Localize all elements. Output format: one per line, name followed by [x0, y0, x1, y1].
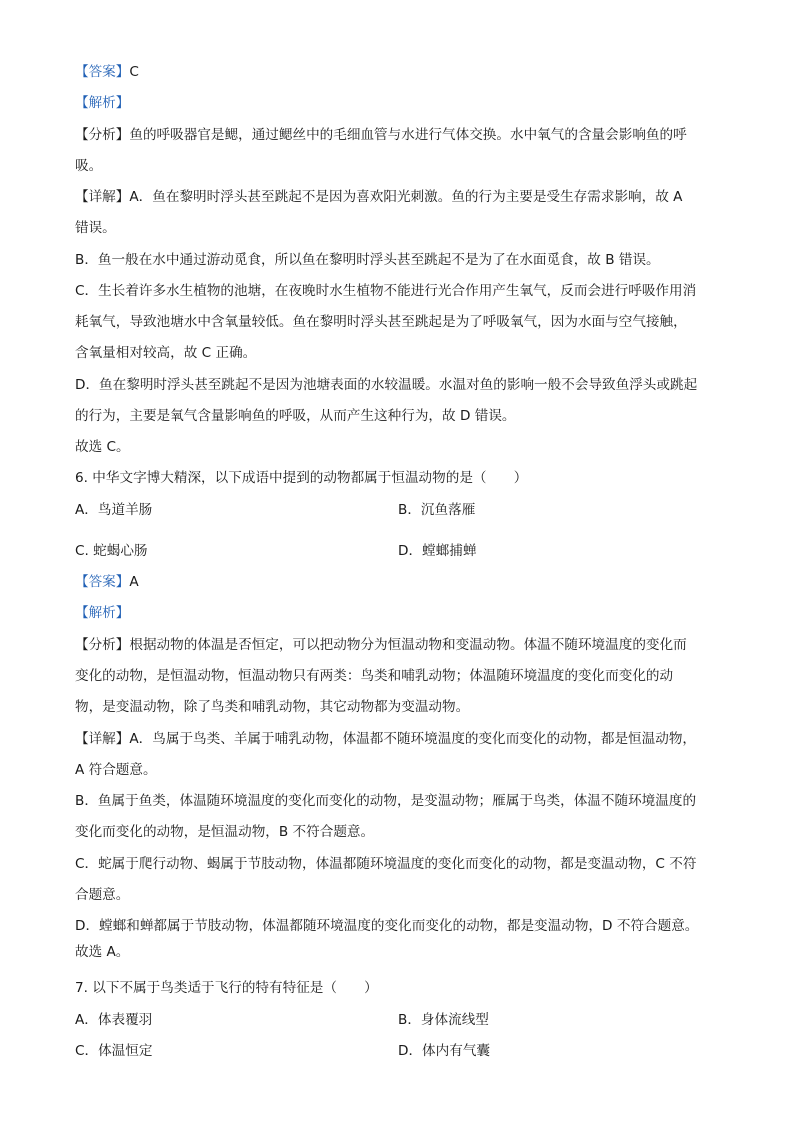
q6-detail-c-line1: C．蛇属于爬行动物、蝎属于节肢动物，体温都随环境温度的变化而变化的动物，都是变温动物，C 不符: [75, 856, 697, 872]
q5-fenxi-line1: [75, 126, 725, 144]
q5-detail-c-line1: C．生长着许多水生植物的池塘，在夜晚时水生植物不能进行光合作用产生氧气，反而会进行呼吸作用消: [75, 283, 697, 299]
q7-option-d: D．体内有气囊: [398, 1043, 491, 1059]
answer-tag: 【答案】: [75, 64, 130, 80]
q6-detail-a-line2: A 符合题意。: [75, 762, 157, 778]
detail-text: A．鸟属于鸟类、羊属于哺乳动物，体温都不随环境温度的变化而变化的动物，都是恒温动物，: [129, 731, 697, 747]
q5-fenxi-line2: 吸。: [75, 158, 103, 174]
q5-detail-b: B．鱼一般在水中通过游动觅食，所以鱼在黎明时浮头甚至跳起不是为了在水面觅食，故 B 错误。: [75, 252, 660, 268]
q6-option-d: D．螳螂捕蝉: [398, 543, 477, 559]
q5-choose: 故选 C。: [75, 439, 130, 455]
q6-detail-d: D．螳螂和蝉都属于节肢动物，体温都随环境温度的变化而变化的动物，都是变温动物，D 不符合题意。: [75, 918, 699, 934]
q5-detail-a-line1: [75, 188, 725, 206]
q5-answer-line: [75, 63, 725, 81]
q6-option-b: B．沉鱼落雁: [398, 502, 476, 518]
fenxi-text: 鱼的呼吸器官是鳃，通过鳃丝中的毛细血管与水进行气体交换。水中氧气的含量会影响鱼的呼: [129, 127, 687, 143]
q7-stem: 7. 以下不属于鸟类适于飞行的特有特征是（ ）: [75, 980, 378, 996]
q6-detail-b-line1: B．鱼属于鱼类，体温随环境温度的变化而变化的动物，是变温动物；雁属于鸟类，体温不随环境温度的: [75, 793, 697, 809]
fenxi-tag: 【分析】: [75, 637, 130, 653]
q6-detail-c-line2: 合题意。: [75, 887, 130, 903]
q5-detail-c-line3: 含氧量相对较高，故 C 正确。: [75, 345, 257, 361]
q5-detail-c-line2: 耗氧气，导致池塘水中含氧量较低。鱼在黎明时浮头甚至跳起是为了呼吸氧气，因为水面与空气接触，: [75, 314, 687, 330]
q6-answer-line: [75, 573, 725, 591]
answer-tag: 【答案】: [75, 574, 130, 590]
q6-option-a: A．鸟道羊肠: [75, 502, 153, 518]
q6-fenxi-line1: [75, 636, 725, 654]
q6-analysis-heading: 【解析】: [75, 605, 130, 621]
q6-detail-a-line1: [75, 730, 725, 748]
q5-analysis-heading: 【解析】: [75, 95, 130, 111]
detail-text: A．鱼在黎明时浮头甚至跳起不是因为喜欢阳光刺激。鱼的行为主要是受生存需求影响，故 A: [129, 189, 683, 205]
answer-value: C: [129, 64, 139, 80]
fenxi-tag: 【分析】: [75, 127, 130, 143]
q5-detail-d-line1: D．鱼在黎明时浮头甚至跳起不是因为池塘表面的水较温暖。水温对鱼的影响一般不会导致鱼浮头或跳起: [75, 377, 698, 393]
q6-detail-b-line2: 变化而变化的动物，是恒温动物，B 不符合题意。: [75, 824, 375, 840]
q5-detail-a-line2: 错误。: [75, 220, 116, 236]
detail-tag: 【详解】: [75, 189, 130, 205]
detail-tag: 【详解】: [75, 731, 130, 747]
q7-option-a: A．体表覆羽: [75, 1012, 153, 1028]
fenxi-text: 根据动物的体温是否恒定，可以把动物分为恒温动物和变温动物。体温不随环境温度的变化而: [129, 637, 687, 653]
q7-option-b: B．身体流线型: [398, 1012, 489, 1028]
answer-value: A: [129, 574, 139, 590]
q6-option-c: C. 蛇蝎心肠: [75, 543, 148, 559]
q6-fenxi-line2: 变化的动物，是恒温动物，恒温动物只有两类：鸟类和哺乳动物；体温随环境温度的变化而变化的动: [75, 668, 674, 684]
q6-choose: 故选 A。: [75, 944, 130, 960]
q6-stem: 6. 中华文字博大精深，以下成语中提到的动物都属于恒温动物的是（ ）: [75, 470, 528, 486]
q5-detail-d-line2: 的行为，主要是氧气含量影响鱼的呼吸，从而产生这种行为，故 D 错误。: [75, 408, 516, 424]
q6-fenxi-line3: 物，是变温动物，除了鸟类和哺乳动物，其它动物都为变温动物。: [75, 699, 470, 715]
q7-option-c: C．体温恒定: [75, 1043, 153, 1059]
